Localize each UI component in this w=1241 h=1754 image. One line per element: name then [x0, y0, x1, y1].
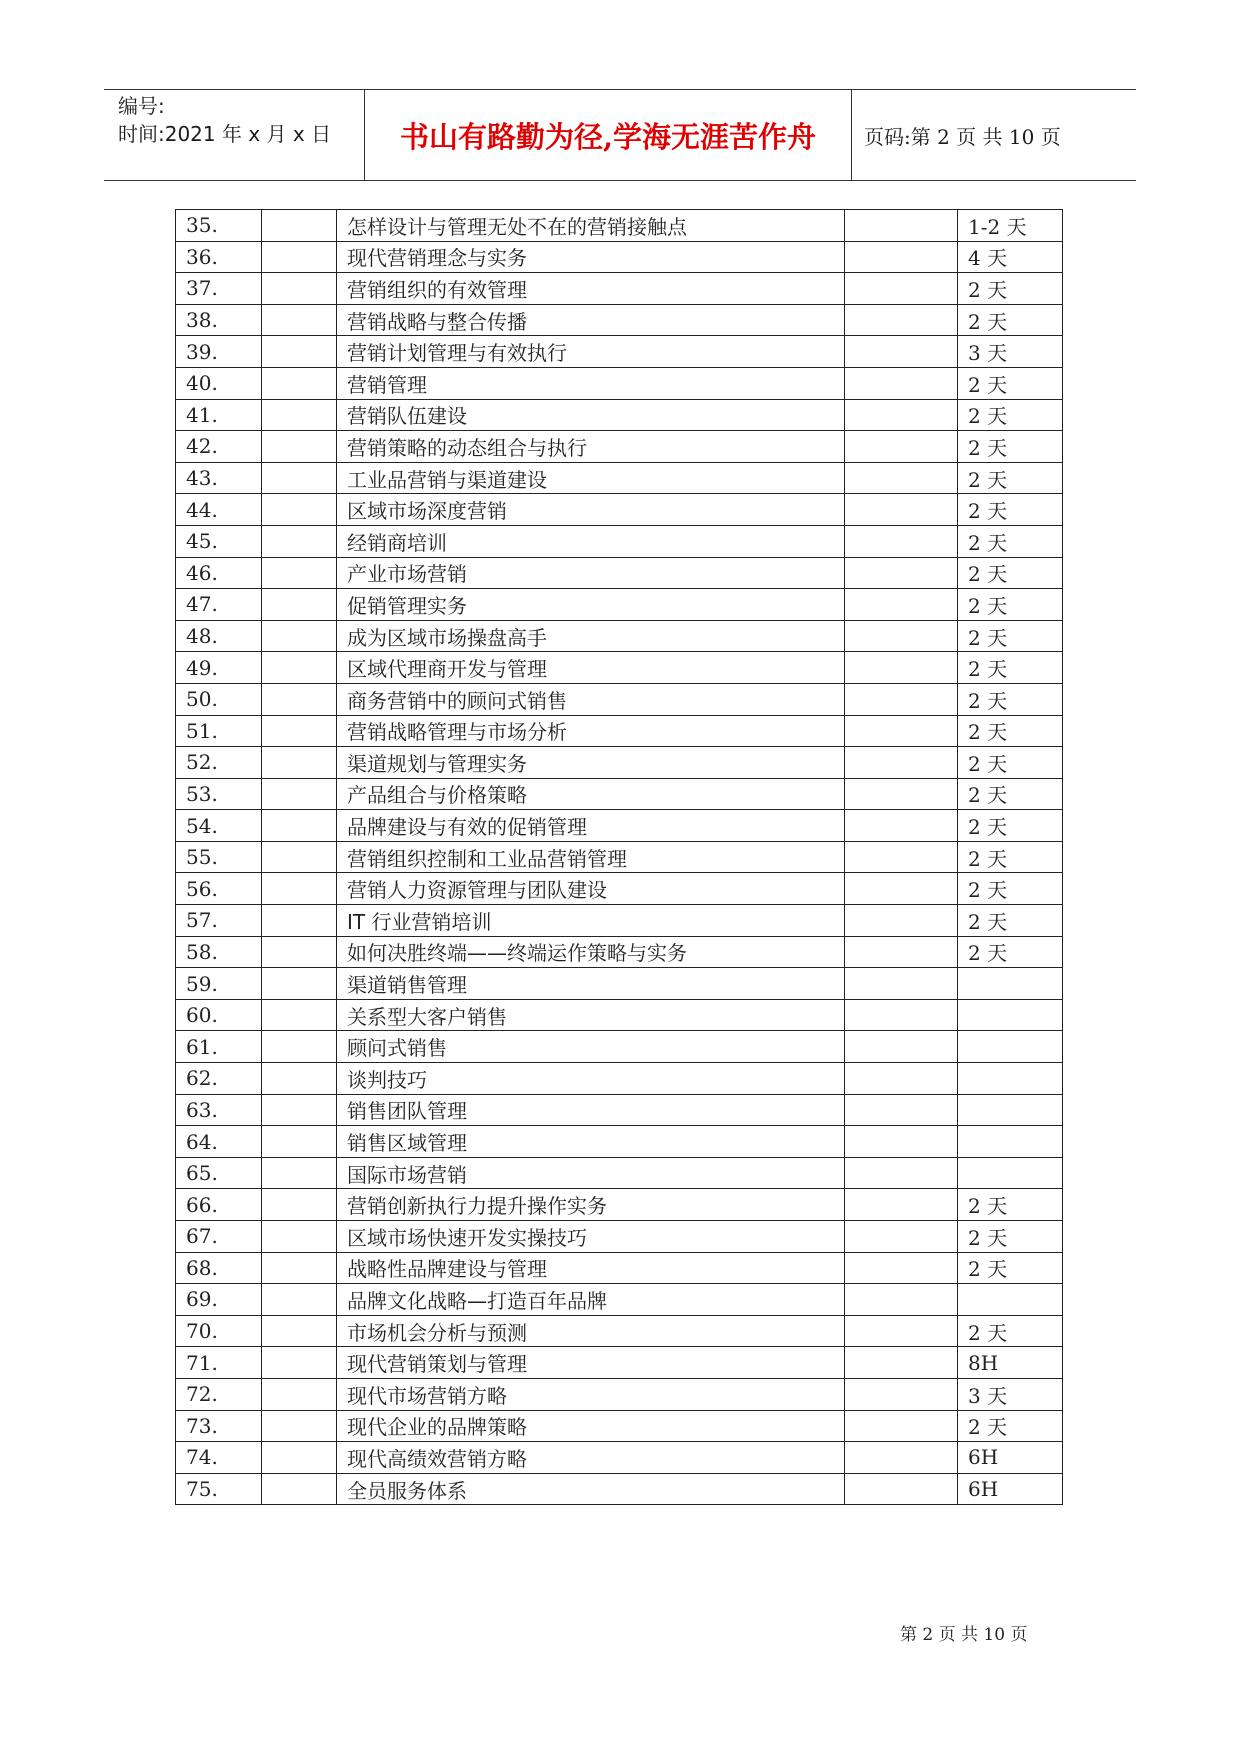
empty-cell — [262, 1189, 337, 1221]
course-name: 产业市场营销 — [337, 557, 845, 589]
empty-cell — [845, 1378, 958, 1410]
table-row — [176, 1473, 1063, 1505]
row-number: 54. — [176, 810, 262, 842]
empty-cell — [262, 620, 337, 652]
row-number: 68. — [176, 1252, 262, 1284]
empty-cell — [262, 210, 337, 242]
course-name: 关系型大客户销售 — [337, 999, 845, 1031]
row-number: 56. — [176, 873, 262, 905]
empty-cell — [845, 210, 958, 242]
row-number: 73. — [176, 1410, 262, 1442]
empty-cell — [262, 1284, 337, 1316]
table-row — [176, 431, 1063, 463]
row-number: 66. — [176, 1189, 262, 1221]
empty-cell — [845, 652, 958, 684]
empty-cell — [845, 968, 958, 1000]
empty-cell — [845, 873, 958, 905]
empty-cell — [845, 304, 958, 336]
course-name: 品牌建设与有效的促销管理 — [337, 810, 845, 842]
course-duration: 6H — [958, 1473, 1063, 1505]
course-name: 现代高绩效营销方略 — [337, 1442, 845, 1474]
empty-cell — [262, 1157, 337, 1189]
course-duration: 2 天 — [958, 810, 1063, 842]
course-name: 销售团队管理 — [337, 1094, 845, 1126]
empty-cell — [262, 841, 337, 873]
course-table-body — [176, 210, 1063, 1505]
row-number: 51. — [176, 715, 262, 747]
table-row — [176, 1063, 1063, 1095]
empty-cell — [845, 367, 958, 399]
course-duration: 2 天 — [958, 1189, 1063, 1221]
empty-cell — [262, 304, 337, 336]
course-duration: 2 天 — [958, 1252, 1063, 1284]
table-row — [176, 1189, 1063, 1221]
empty-cell — [262, 1126, 337, 1158]
course-name: 营销人力资源管理与团队建设 — [337, 873, 845, 905]
empty-cell — [262, 936, 337, 968]
table-row — [176, 494, 1063, 526]
row-number: 60. — [176, 999, 262, 1031]
empty-cell — [262, 1378, 337, 1410]
empty-cell — [262, 810, 337, 842]
empty-cell — [262, 1031, 337, 1063]
course-duration: 2 天 — [958, 589, 1063, 621]
empty-cell — [845, 557, 958, 589]
row-number: 47. — [176, 589, 262, 621]
empty-cell — [845, 589, 958, 621]
empty-cell — [262, 1094, 337, 1126]
row-number: 62. — [176, 1063, 262, 1095]
course-duration: 2 天 — [958, 431, 1063, 463]
row-number: 61. — [176, 1031, 262, 1063]
course-name: IT 行业营销培训 — [337, 905, 845, 937]
course-name: 促销管理实务 — [337, 589, 845, 621]
table-row — [176, 810, 1063, 842]
course-duration — [958, 1094, 1063, 1126]
row-number: 48. — [176, 620, 262, 652]
course-name: 工业品营销与渠道建设 — [337, 462, 845, 494]
page-footer: 第 2 页 共 10 页 — [900, 1625, 1028, 1645]
empty-cell — [262, 683, 337, 715]
table-row — [176, 367, 1063, 399]
row-number: 74. — [176, 1442, 262, 1474]
empty-cell — [262, 1410, 337, 1442]
empty-cell — [845, 1063, 958, 1095]
row-number: 58. — [176, 936, 262, 968]
course-name: 营销队伍建设 — [337, 399, 845, 431]
course-name: 区域市场快速开发实操技巧 — [337, 1221, 845, 1253]
empty-cell — [845, 1252, 958, 1284]
course-name: 全员服务体系 — [337, 1473, 845, 1505]
course-duration: 2 天 — [958, 273, 1063, 305]
empty-cell — [262, 715, 337, 747]
row-number: 49. — [176, 652, 262, 684]
row-number: 45. — [176, 525, 262, 557]
empty-cell — [262, 1252, 337, 1284]
row-number: 39. — [176, 336, 262, 368]
empty-cell — [845, 1473, 958, 1505]
course-duration: 2 天 — [958, 683, 1063, 715]
course-name: 市场机会分析与预测 — [337, 1315, 845, 1347]
row-number: 67. — [176, 1221, 262, 1253]
row-number: 71. — [176, 1347, 262, 1379]
empty-cell — [845, 494, 958, 526]
empty-cell — [845, 747, 958, 779]
empty-cell — [845, 241, 958, 273]
course-name: 营销创新执行力提升操作实务 — [337, 1189, 845, 1221]
row-number: 55. — [176, 841, 262, 873]
table-row — [176, 1031, 1063, 1063]
empty-cell — [262, 557, 337, 589]
course-duration: 2 天 — [958, 399, 1063, 431]
table-row — [176, 336, 1063, 368]
course-name: 渠道销售管理 — [337, 968, 845, 1000]
table-row — [176, 1410, 1063, 1442]
table-row — [176, 999, 1063, 1031]
course-duration: 2 天 — [958, 873, 1063, 905]
course-name: 区域市场深度营销 — [337, 494, 845, 526]
table-row — [176, 1157, 1063, 1189]
header-left-cell — [104, 90, 365, 180]
row-number: 35. — [176, 210, 262, 242]
course-duration: 6H — [958, 1442, 1063, 1474]
table-row — [176, 589, 1063, 621]
table-row — [176, 1252, 1063, 1284]
table-row — [176, 873, 1063, 905]
empty-cell — [845, 431, 958, 463]
empty-cell — [845, 1347, 958, 1379]
course-name: 战略性品牌建设与管理 — [337, 1252, 845, 1284]
row-number: 42. — [176, 431, 262, 463]
course-name: 成为区域市场操盘高手 — [337, 620, 845, 652]
table-row — [176, 683, 1063, 715]
empty-cell — [262, 589, 337, 621]
row-number: 65. — [176, 1157, 262, 1189]
empty-cell — [262, 241, 337, 273]
row-number: 36. — [176, 241, 262, 273]
empty-cell — [845, 462, 958, 494]
course-duration: 3 天 — [958, 336, 1063, 368]
course-duration — [958, 1063, 1063, 1095]
table-row — [176, 715, 1063, 747]
course-duration: 2 天 — [958, 715, 1063, 747]
course-name: 商务营销中的顾问式销售 — [337, 683, 845, 715]
course-duration: 2 天 — [958, 462, 1063, 494]
course-name: 国际市场营销 — [337, 1157, 845, 1189]
course-duration — [958, 1157, 1063, 1189]
row-number: 44. — [176, 494, 262, 526]
course-name: 产品组合与价格策略 — [337, 778, 845, 810]
row-number: 72. — [176, 1378, 262, 1410]
empty-cell — [845, 810, 958, 842]
course-name: 营销组织的有效管理 — [337, 273, 845, 305]
row-number: 57. — [176, 905, 262, 937]
table-row — [176, 968, 1063, 1000]
row-number: 69. — [176, 1284, 262, 1316]
course-name: 营销战略管理与市场分析 — [337, 715, 845, 747]
course-duration: 2 天 — [958, 1410, 1063, 1442]
course-duration: 2 天 — [958, 367, 1063, 399]
course-duration: 2 天 — [958, 525, 1063, 557]
empty-cell — [845, 1094, 958, 1126]
empty-cell — [262, 494, 337, 526]
table-row — [176, 1284, 1063, 1316]
table-row — [176, 620, 1063, 652]
table-row — [176, 1378, 1063, 1410]
course-table — [175, 209, 1063, 1505]
course-name: 谈判技巧 — [337, 1063, 845, 1095]
course-duration: 2 天 — [958, 747, 1063, 779]
course-duration: 2 天 — [958, 1315, 1063, 1347]
course-name: 顾问式销售 — [337, 1031, 845, 1063]
table-row — [176, 1221, 1063, 1253]
empty-cell — [845, 1442, 958, 1474]
table-row — [176, 1315, 1063, 1347]
empty-cell — [845, 905, 958, 937]
table-row — [176, 399, 1063, 431]
course-duration: 2 天 — [958, 304, 1063, 336]
row-number: 37. — [176, 273, 262, 305]
empty-cell — [262, 778, 337, 810]
empty-cell — [845, 1221, 958, 1253]
course-name: 营销管理 — [337, 367, 845, 399]
course-name: 现代营销策划与管理 — [337, 1347, 845, 1379]
course-duration: 2 天 — [958, 841, 1063, 873]
page-header — [104, 89, 1136, 181]
empty-cell — [845, 336, 958, 368]
table-row — [176, 841, 1063, 873]
row-number: 43. — [176, 462, 262, 494]
empty-cell — [262, 1063, 337, 1095]
row-number: 64. — [176, 1126, 262, 1158]
empty-cell — [845, 1189, 958, 1221]
table-row — [176, 1094, 1063, 1126]
empty-cell — [845, 1284, 958, 1316]
empty-cell — [262, 1473, 337, 1505]
row-number: 46. — [176, 557, 262, 589]
empty-cell — [262, 367, 337, 399]
empty-cell — [845, 1031, 958, 1063]
table-row — [176, 747, 1063, 779]
course-duration: 2 天 — [958, 905, 1063, 937]
empty-cell — [262, 968, 337, 1000]
row-number: 50. — [176, 683, 262, 715]
empty-cell — [262, 652, 337, 684]
course-duration — [958, 1031, 1063, 1063]
course-name: 如何决胜终端——终端运作策略与实务 — [337, 936, 845, 968]
empty-cell — [262, 905, 337, 937]
empty-cell — [262, 336, 337, 368]
table-row — [176, 273, 1063, 305]
empty-cell — [845, 1157, 958, 1189]
header-motto: 书山有路勤为径,学海无涯苦作舟 — [365, 90, 852, 180]
empty-cell — [262, 1442, 337, 1474]
empty-cell — [845, 273, 958, 305]
table-row — [176, 778, 1063, 810]
course-name: 营销战略与整合传播 — [337, 304, 845, 336]
course-duration — [958, 1284, 1063, 1316]
row-number: 41. — [176, 399, 262, 431]
course-duration: 1-2 天 — [958, 210, 1063, 242]
row-number: 52. — [176, 747, 262, 779]
course-name: 营销策略的动态组合与执行 — [337, 431, 845, 463]
empty-cell — [262, 1315, 337, 1347]
table-row — [176, 1442, 1063, 1474]
row-number: 40. — [176, 367, 262, 399]
table-row — [176, 210, 1063, 242]
row-number: 59. — [176, 968, 262, 1000]
empty-cell — [845, 525, 958, 557]
course-duration: 2 天 — [958, 620, 1063, 652]
course-name: 现代市场营销方略 — [337, 1378, 845, 1410]
course-duration: 2 天 — [958, 778, 1063, 810]
table-row — [176, 525, 1063, 557]
empty-cell — [845, 715, 958, 747]
empty-cell — [845, 841, 958, 873]
course-duration — [958, 968, 1063, 1000]
course-duration: 2 天 — [958, 652, 1063, 684]
empty-cell — [262, 525, 337, 557]
empty-cell — [262, 462, 337, 494]
empty-cell — [262, 273, 337, 305]
empty-cell — [262, 431, 337, 463]
course-duration — [958, 1126, 1063, 1158]
course-duration: 2 天 — [958, 557, 1063, 589]
course-name: 经销商培训 — [337, 525, 845, 557]
empty-cell — [845, 399, 958, 431]
empty-cell — [845, 1126, 958, 1158]
course-duration — [958, 999, 1063, 1031]
empty-cell — [845, 683, 958, 715]
course-name: 销售区域管理 — [337, 1126, 845, 1158]
document-time-label: 时间:2021 年 x 月 x 日 — [118, 122, 332, 146]
empty-cell — [845, 1410, 958, 1442]
table-row — [176, 557, 1063, 589]
empty-cell — [262, 999, 337, 1031]
table-row — [176, 304, 1063, 336]
row-number: 53. — [176, 778, 262, 810]
course-duration: 3 天 — [958, 1378, 1063, 1410]
header-page-code: 页码:第 2 页 共 10 页 — [864, 124, 1061, 149]
table-row — [176, 462, 1063, 494]
table-row — [176, 936, 1063, 968]
course-duration: 2 天 — [958, 1221, 1063, 1253]
document-number-label: 编号: — [118, 94, 165, 118]
course-duration: 8H — [958, 1347, 1063, 1379]
course-duration: 2 天 — [958, 494, 1063, 526]
empty-cell — [262, 399, 337, 431]
empty-cell — [262, 873, 337, 905]
row-number: 70. — [176, 1315, 262, 1347]
course-name: 现代企业的品牌策略 — [337, 1410, 845, 1442]
table-row — [176, 241, 1063, 273]
table-row — [176, 1347, 1063, 1379]
course-name: 现代营销理念与实务 — [337, 241, 845, 273]
row-number: 63. — [176, 1094, 262, 1126]
course-name: 怎样设计与管理无处不在的营销接触点 — [337, 210, 845, 242]
course-name: 品牌文化战略—打造百年品牌 — [337, 1284, 845, 1316]
empty-cell — [845, 936, 958, 968]
course-name: 营销计划管理与有效执行 — [337, 336, 845, 368]
empty-cell — [845, 778, 958, 810]
row-number: 75. — [176, 1473, 262, 1505]
empty-cell — [262, 1221, 337, 1253]
table-row — [176, 1126, 1063, 1158]
empty-cell — [845, 1315, 958, 1347]
table-row — [176, 652, 1063, 684]
course-duration: 2 天 — [958, 936, 1063, 968]
course-name: 渠道规划与管理实务 — [337, 747, 845, 779]
course-name: 营销组织控制和工业品营销管理 — [337, 841, 845, 873]
empty-cell — [845, 999, 958, 1031]
empty-cell — [262, 747, 337, 779]
table-row — [176, 905, 1063, 937]
course-name: 区域代理商开发与管理 — [337, 652, 845, 684]
empty-cell — [845, 620, 958, 652]
row-number: 38. — [176, 304, 262, 336]
course-duration: 4 天 — [958, 241, 1063, 273]
empty-cell — [262, 1347, 337, 1379]
